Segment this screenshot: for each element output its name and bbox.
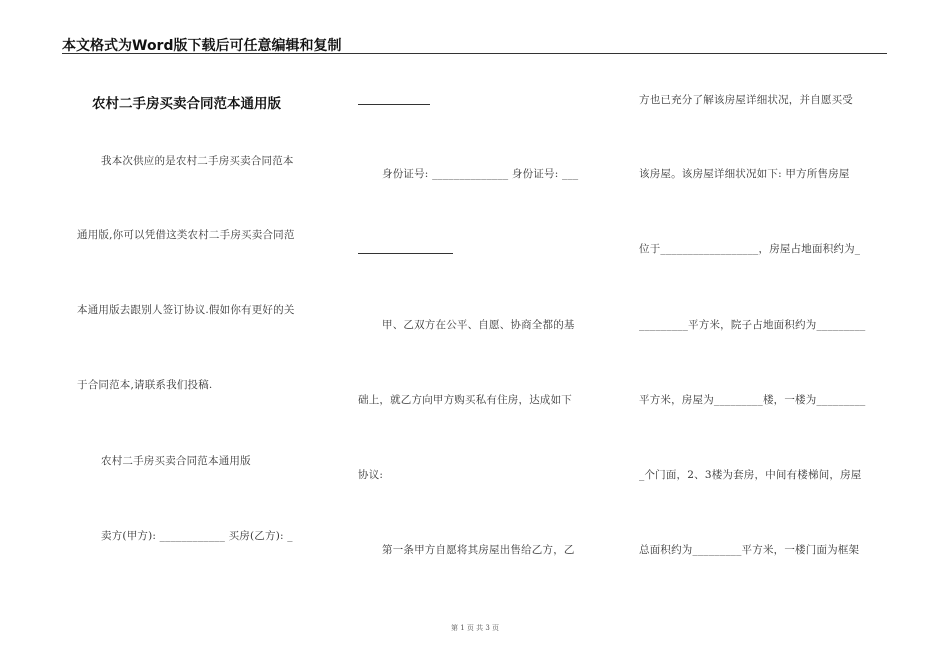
paragraph-line: 协议: [358,469,384,481]
paragraph-line: 该房屋。该房屋详细状况如下: 甲方所售房屋 [639,168,850,180]
paragraph-line: _________平方米，院子占地面积约为_________ [639,319,866,331]
page-indicator: 第 1 页 共 3 页 [450,624,500,632]
header-title: 本文格式为Word版下载后可任意编辑和复制 [62,38,342,54]
paragraph-line: 方也已充分了解该房屋详细状况，并自愿买受 [639,94,853,106]
blank-fill-line [358,253,453,254]
paragraph-line: 础上，就乙方向甲方购买私有住房，达成如下 [358,394,572,406]
paragraph-line: 卖方(甲方): ____________ 买房(乙方): _ [101,530,293,542]
paragraph-line: 农村二手房买卖合同范本通用版 [101,455,251,467]
blank-fill-line [358,104,430,105]
paragraph-line: 本通用版去跟别人签订协议.假如你有更好的关 [77,304,295,316]
header-divider [62,53,887,54]
paragraph-line: 第一条甲方自愿将其房屋出售给乙方，乙 [382,544,575,556]
document-title: 农村二手房买卖合同范本通用版 [92,96,281,112]
paragraph-line: 平方米，房屋为_________楼，一楼为_________ [639,394,866,406]
paragraph-line: 甲、乙双方在公平、自愿、协商全都的基 [382,319,575,331]
paragraph-line: 于合同范本,请联系我们投稿. [77,379,213,391]
paragraph-line: 通用版,你可以凭借这类农村二手房买卖合同范 [77,229,295,241]
paragraph-line: 身份证号: ______________ 身份证号: ___ [382,168,579,180]
paragraph-line: 总面积约为_________平方米，一楼门面为框架 [639,544,860,556]
paragraph-line: _个门面，2、3楼为套房，中间有楼梯间，房屋 [639,469,862,481]
paragraph-line: 我本次供应的是农村二手房买卖合同范本 [101,155,294,167]
paragraph-line: 位于__________________，房屋占地面积约为_ [639,243,861,255]
